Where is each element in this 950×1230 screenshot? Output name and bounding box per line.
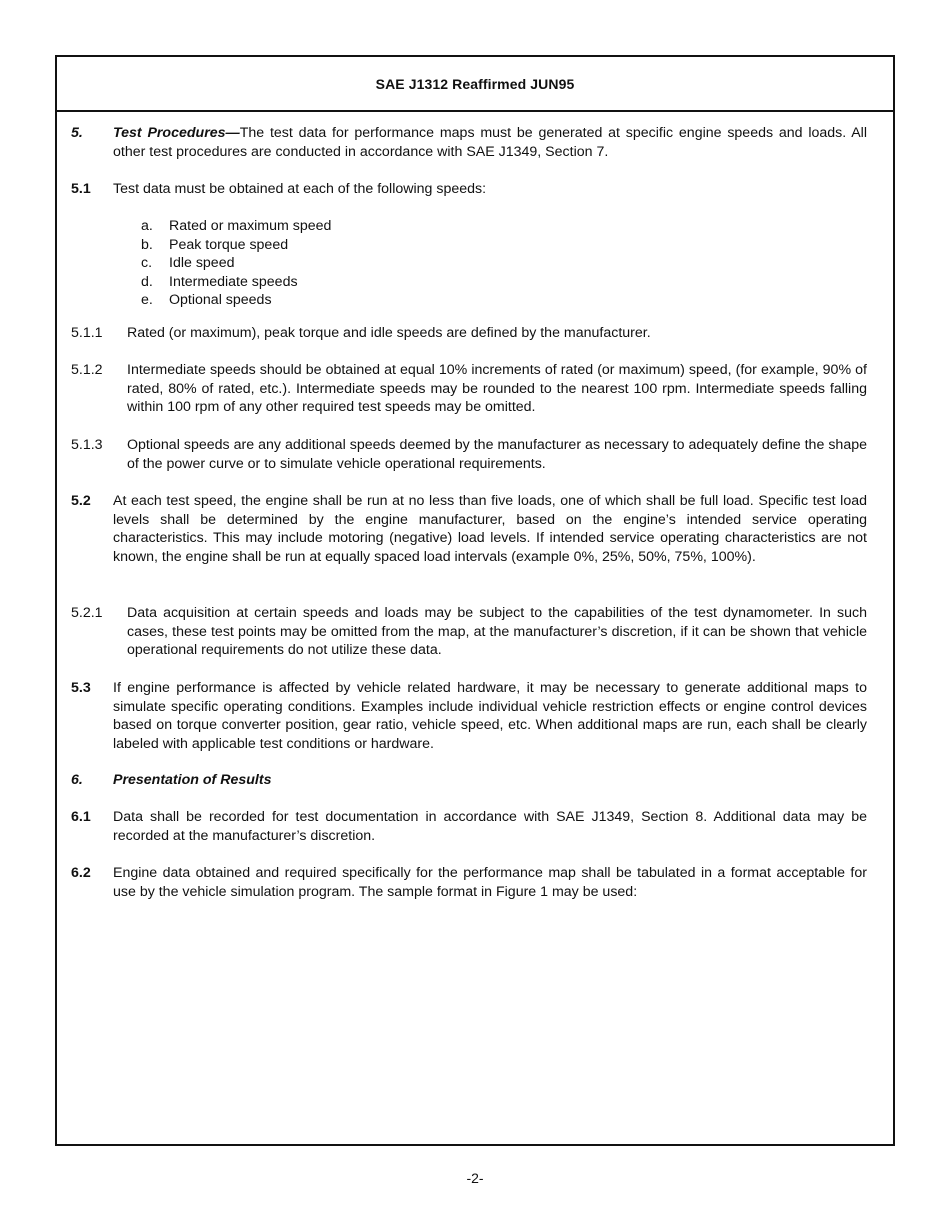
section-number: 6.1 (71, 809, 91, 825)
section-text: Test data must be obtained at each of the following speeds: (113, 181, 487, 197)
section-number: 5.2 (71, 493, 91, 509)
section-number: 5.1.3 (71, 437, 103, 453)
section-6-1 (71, 808, 867, 845)
section-text: The test data for performance maps must be generated at specific engine speeds and loads. All other test procedures are conducted in accordance with SAE J1349, Section 7. (113, 125, 867, 160)
section-text: Data shall be recorded for test documentation in accordance with SAE J1349, Section 8. Additional data may be recorded at the manufacturer’s discretion. (113, 809, 867, 844)
section-text: Optional speeds are any additional speeds deemed by the manufacturer as necessary to adequately define the shape of the power curve or to simulate vehicle operational requirements. (127, 437, 867, 472)
section-number: 6. (71, 772, 83, 788)
header-title: SAE J1312 Reaffirmed JUN95 (375, 75, 575, 92)
section-5-1-1 (71, 324, 867, 343)
section-5 (71, 124, 867, 161)
section-number: 5.1.1 (71, 325, 103, 341)
section-number: 6.2 (71, 865, 91, 881)
section-number: 5.1 (71, 181, 91, 197)
section-5-2-1 (71, 604, 867, 660)
section-number: 5.1.2 (71, 362, 103, 378)
section-text: Rated (or maximum), peak torque and idle speeds are defined by the manufacturer. (127, 325, 651, 341)
section-5-3 (71, 679, 867, 753)
section-text: At each test speed, the engine shall be run at no less than five loads, one of which shall be full load. Specific test load levels shall be determined by the engine manufacturer, based on the engine’s intended service operating characteristics. This may include motoring (negative) load levels. If intended service operating characteristics are not known, the engine shall be run at equally spaced load intervals (example 0%, 25%, 50%, 75%, 100%). (113, 493, 867, 565)
section-5-2 (71, 492, 867, 566)
page-number: -2- (466, 1170, 484, 1186)
section-number: 5. (71, 125, 83, 141)
section-5-1-3 (71, 436, 867, 473)
section-text: If engine performance is affected by vehicle related hardware, it may be necessary to generate additional maps to simulate specific operating conditions. Examples include individual vehicle restriction effects or engine control devices based on torque converter position, gear ratio, vehicle speed, etc. When additional maps are run, each shall be clearly labeled with applicable test conditions or hardware. (113, 680, 867, 752)
section-title: Presentation of Results (113, 772, 272, 788)
document-header (57, 57, 893, 112)
section-5-1 (71, 180, 867, 199)
section-number: 5.3 (71, 680, 91, 696)
section-text: Intermediate speeds should be obtained at equal 10% increments of rated (or maximum) speed, (for example, 90% of rated, 80% of rated, etc.). Intermediate speeds may be rounded to the nearest 100 rpm. Intermediate speeds falling within 100 rpm of any other required test speeds may be omitted. (127, 362, 867, 415)
section-text: Data acquisition at certain speeds and loads may be subject to the capabilities of the test dynamometer. In such cases, these test points may be omitted from the map, at the manufacturer’s discretion, if it can be shown that vehicle operational requirements do not utilize these data. (127, 605, 867, 658)
page-frame: SAE J1312 Reaffirmed JUN95 5. Test Procedures—The test data for performance maps must be generated at specific engine speeds and loads. All other test procedures are conducted in accordance with SAE J1349, Section 7. 5.1 Test data must be obtained at each of the following speeds: a. Rated or maximum speed b. Peak torque speed c. Idle speed d. Intermediate speeds e. Optional speeds 5.1.1 Rated (or maximum), peak torque and idle speeds are defined by the manufacturer. 5.1.2 Intermediate speeds should be obtained at equal 10% increments of rated (or maximum) speed, (for example, 90% of rated, 80% of rated, etc.). Intermediate speeds may be rounded to the nearest 100 rpm. Intermediate speeds falling within 100 rpm of any other required test speeds may be omitted. 5.1.3 Optional speeds are any additional speeds deemed by the manufacturer as necessary to adequately define the shape of the power curve or to simulate vehicle operational requirements. 5.2 At each test speed, the engine shall be run at no less than five loads, one of which shall be full load. Specific test load levels shall be determined by the engine manufacturer, based on the engine’s intended service operating characteristics. This may include motoring (negative) load levels. If intended service operating characteristics are not known, the engine shall be run at equally spaced load intervals (example 0%, 25%, 50%, 75%, 100%). 5.2.1 Data acquisition at certain speeds and loads may be subject to the capabilities of the test dynamometer. In such cases, these test points may be omitted from the map, at the manufacturer’s discretion, if it can be shown that vehicle operational requirements do not utilize these data. 5.3 If engine performance is affected by vehicle related hardware, it may be necessary to generate additional maps to simulate specific operating conditions. Examples include individual vehicle restriction effects or engine control devices based on torque converter position, gear ratio, vehicle speed, etc. When additional maps are run, each shall be clearly labeled with applicable test conditions or hardware. 6. Presentation of Results 6.1 Data shall be recorded for test documentation in accordance with SAE J1349, Section 8. Additional data may be recorded at the manufacturer’s discretion. 6.2 Engine data obtained and required specifically for the performance map shall be tabulated in a format acceptable for use by the vehicle simulation program. The sample format in Figure 1 may be used: (55, 55, 895, 1146)
section-title: Test Procedures— (113, 125, 240, 141)
section-6-2 (71, 864, 867, 901)
section-number: 5.2.1 (71, 605, 103, 621)
section-5-1-2 (71, 361, 867, 417)
section-6 (71, 771, 867, 790)
section-text: Engine data obtained and required specifically for the performance map shall be tabulated in a format acceptable for use by the vehicle simulation program. The sample format in Figure 1 may be used: (113, 865, 867, 900)
